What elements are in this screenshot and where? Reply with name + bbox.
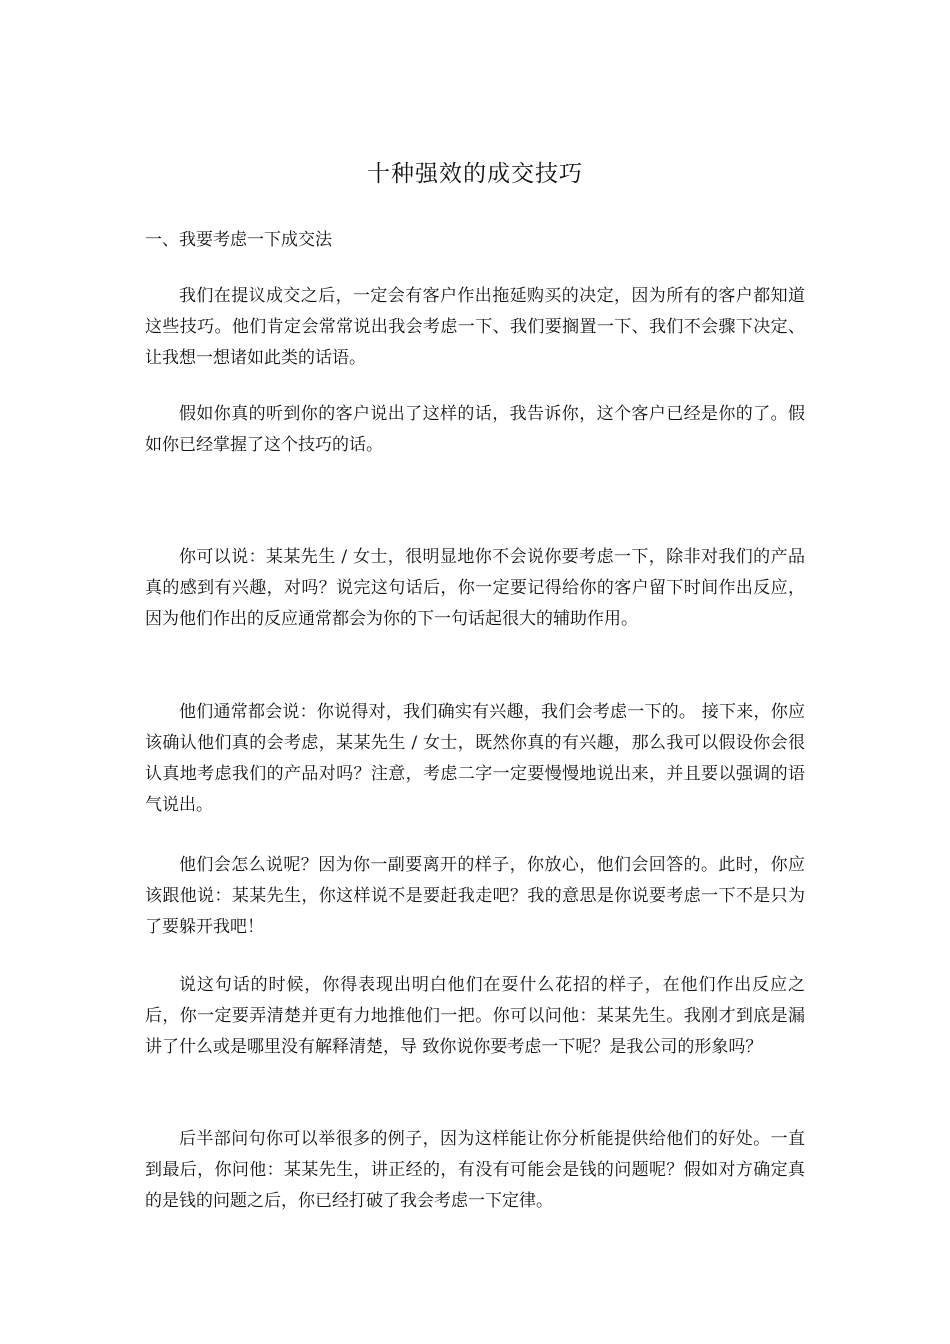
section-heading: 一、我要考虑一下成交法 (145, 230, 332, 250)
document-title: 十种强效的成交技巧 (367, 161, 583, 187)
paragraph: 他们通常都会说：你说得对，我们确实有兴趣，我们会考虑一下的。 接下来，你应该确认他们真的会考虑，某某先生 / 女士，既然你真的有兴趣，那么我可以假设你会很认真地考虑我们的产品对吗？注意，考虑二字一定要慢慢地说出来，并且要以强调的语气说出。 (145, 702, 805, 815)
paragraph: 说这句话的时候，你得表现出明白他们在耍什么花招的样子，在他们作出反应之后，你一定要弄清楚并更有力地推他们一把。你可以问他：某某先生。我刚才到底是漏讲了什么或是哪里没有解释清楚，导 致你说你要考虑一下呢？是我公司的形象吗？ (145, 975, 805, 1057)
paragraph: 你可以说：某某先生 / 女士，很明显地你不会说你要考虑一下，除非对我们的产品真的感到有兴趣，对吗？说完这句话后，你一定要记得给你的客户留下时间作出反应，因为他们作出的反应通常都会为你的下一句话起很大的辅助作用。 (145, 547, 805, 629)
paragraph: 他们会怎么说呢？因为你一副要离开的样子，你放心，他们会回答的。此时，你应该跟他说：某某先生，你这样说不是要赶我走吧？我的意思是你说要考虑一下不是只为了要躲开我吧！ (145, 855, 805, 937)
paragraph: 我们在提议成交之后，一定会有客户作出拖延购买的决定，因为所有的客户都知道这些技巧。他们肯定会常常说出我会考虑一下、我们要搁置一下、我们不会骤下决定、让我想一想诸如此类的话语。 (145, 286, 805, 368)
paragraph: 后半部问句你可以举很多的例子，因为这样能让你分析能提供给他们的好处。一直到最后，你问他：某某先生，讲正经的，有没有可能会是钱的问题呢？假如对方确定真的是钱的问题之后，你已经打破了我会考虑一下定律。 (145, 1129, 805, 1211)
paragraph: 假如你真的听到你的客户说出了这样的话，我告诉你，这个客户已经是你的了。假如你已经掌握了这个技巧的话。 (145, 404, 805, 455)
